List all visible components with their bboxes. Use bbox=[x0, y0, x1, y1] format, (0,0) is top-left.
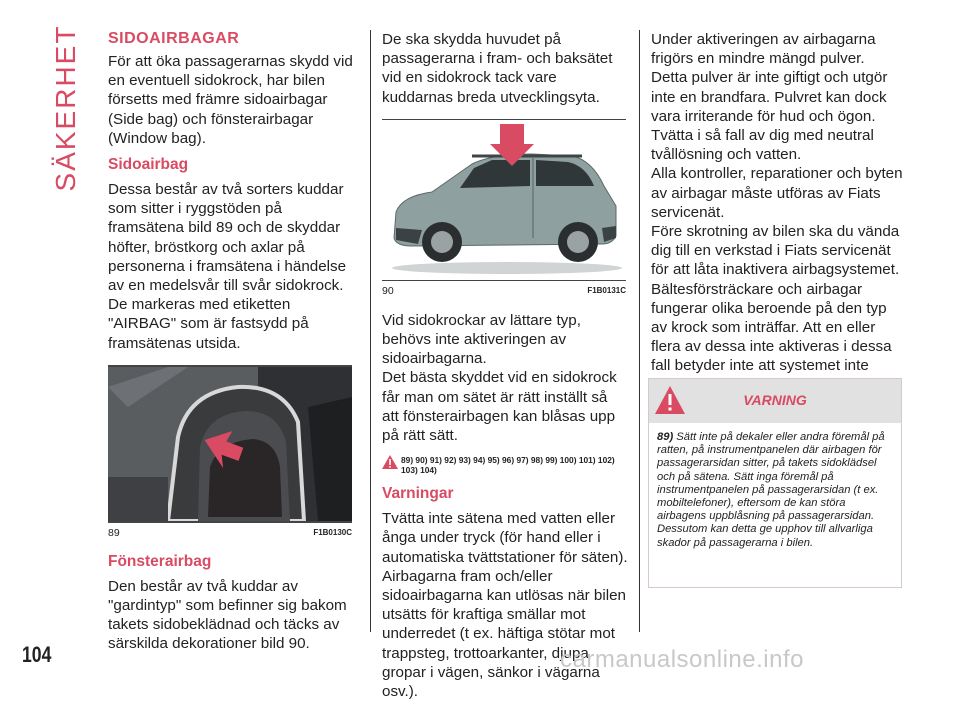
figure-89-number: 89 bbox=[108, 526, 120, 539]
column-3 bbox=[651, 30, 903, 395]
figure-89-caption bbox=[108, 523, 352, 543]
subheading-sidoairbag: Sidoairbag bbox=[108, 156, 189, 174]
figure-89-image bbox=[108, 367, 352, 521]
warning-box bbox=[648, 378, 902, 588]
car-illustration bbox=[382, 120, 626, 280]
col2-paragraph-3: Det bästa skyddet vid en sidokrock får man om sätet är rätt inställt så att fönsterairbagen kan blåsas upp på rätt sätt. bbox=[382, 369, 617, 445]
col2-paragraph-2: Vid sidokrockar av lättare typ, behövs inte aktiveringen av sidoairbagarna. bbox=[382, 311, 581, 368]
col3-paragraph-2: Alla kontroller, reparationer och byten av airbagar måste utföras av Fiats servicenät. bbox=[651, 165, 903, 221]
column-divider-1 bbox=[370, 30, 371, 632]
column-2 bbox=[382, 30, 628, 701]
subheading-varningar: Varningar bbox=[382, 485, 454, 503]
figure-90-image bbox=[382, 120, 626, 280]
col3-paragraph-4: Bältesförsträckare och airbagar fungerar olika beroende på den typ av krock som inträffar. Att en eller flera av dessa inte aktiveras i dessa fall betyder inte att systemet inte bbox=[651, 280, 892, 375]
col2-paragraph-5: Airbagarna fram och/eller sidoairbagarna kan utlösas när bilen utsätts för kraftiga smällar mot underredet (t ex. häftiga stötar mot trappsteg, trottoarkanter, djupa gropar i vägen, sänkor i vägarna osv.). bbox=[382, 567, 627, 701]
intro-paragraph: För att öka passagerarnas skydd vid en eventuell sidokrock, har bilen försetts med främre sidoairbagar (Side bag) och fönsterairbagar (Window bag). bbox=[108, 53, 353, 147]
column-1 bbox=[108, 30, 356, 654]
figure-89-rule bbox=[108, 521, 352, 523]
col3-paragraph-1: Under aktiveringen av airbagarna frigörs en mindre mängd pulver. Detta pulver är inte giftigt och utgör inte en brandfara. Pulvret kan dock vara irriterande för hud och ögon. Tvätta i så fall av dig med neutral tvållösning och vatten. bbox=[651, 31, 888, 164]
sidoairbag-paragraph-1: Dessa består av två sorters kuddar som sitter i ryggstöden på framsätena bild 89 och de skyddar höfter, bröstkorg och axlar på personerna i framsätena i händelse av en medelsvår till svår sidokrock. bbox=[108, 181, 347, 295]
col3-paragraph-3: Före skrotning av bilen ska du vända dig till en verkstad i Fiats servicenät för att låta inaktivera airbagsystemet. bbox=[651, 223, 900, 279]
section-side-tab-label: SÄKERHET bbox=[50, 24, 81, 192]
col2-paragraph-1: De ska skydda huvudet på passagerarna i fram- och baksätet vid en sidokrock tack vare kuddarnas breda utvecklingsyta. bbox=[382, 31, 613, 106]
col2-paragraph-4: Tvätta inte sätena med vatten eller ånga under tryck (för hand eller i automatiska tvättstationer för säten). bbox=[382, 510, 628, 566]
warning-references bbox=[382, 455, 628, 475]
figure-90-caption bbox=[382, 281, 626, 301]
figure-90-code: F1B0131C bbox=[587, 286, 626, 296]
section-heading: SIDOAIRBAGAR bbox=[108, 30, 240, 47]
seat-illustration bbox=[108, 367, 352, 521]
column-divider-2 bbox=[639, 30, 640, 632]
warning-title: VARNING bbox=[743, 392, 807, 408]
figure-89-code: F1B0130C bbox=[313, 528, 352, 538]
warning-header bbox=[649, 379, 901, 423]
watermark: carmanualsonline.info bbox=[560, 646, 804, 673]
warning-ref: 89) bbox=[657, 431, 674, 443]
sidoairbag-paragraph-2: De markeras med etiketten "AIRBAG" som är fastsydd på framsätenas utsida. bbox=[108, 296, 309, 352]
section-side-tab bbox=[46, 24, 86, 192]
subheading-fonsterairbag: Fönsterairbag bbox=[108, 552, 212, 570]
warning-body bbox=[649, 423, 901, 550]
figure-90-number: 90 bbox=[382, 284, 394, 297]
page-number: 104 bbox=[22, 642, 52, 667]
warning-text: Sätt inte på dekaler eller andra föremål på ratten, på instrumentpanelen där airbagen för passagerarsidan sitter, på takets sidoklädsel och på sätena. Sätt inga föremål på instrumentpanelen på passagerarsidan (t ex. mobiltelefoner), eftersom de kan störa airbagens uppblåsning på passagerarsidan. Dessutom kan detta ge upphov till allvarliga skador på passagerarna i bilen. bbox=[657, 431, 885, 549]
warning-triangle-icon bbox=[382, 455, 398, 469]
fonsterairbag-paragraph: Den består av två kuddar av "gardintyp" som befinner sig bakom takets sidobeklädnad och täcks av särskilda dekorationer bild 90. bbox=[108, 577, 347, 653]
warning-references-text: 89) 90) 91) 92) 93) 94) 95) 96) 97) 98) 99) 100) 101) 102) 103) 104) bbox=[401, 455, 615, 476]
